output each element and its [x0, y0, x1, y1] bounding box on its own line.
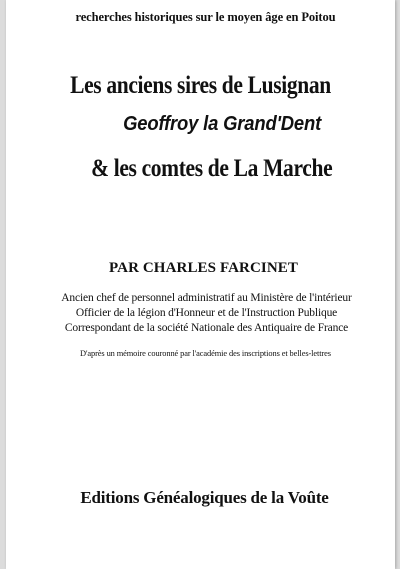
title-line-2: Geoffroy la Grand'Dent — [123, 112, 322, 135]
publisher-name: Editions Généalogiques de la Voûte — [80, 488, 329, 507]
series-line: recherches historiques sur le moyen âge en Poitou — [75, 10, 336, 24]
award-note: D'après un mémoire couronné par l'académie des inscriptions et belles-lettres — [80, 349, 331, 358]
title-line-1: Les anciens sires de Lusignan — [70, 72, 331, 99]
author-credentials — [6, 291, 395, 336]
title-line-3: & les comtes de La Marche — [91, 155, 333, 182]
credential-line: Ancien chef de personnel administratif au Ministère de l'intérieur — [61, 292, 352, 304]
credential-line: Correspondant de la société Nationale des Antiquaire de France — [64, 322, 349, 334]
author-line: PAR CHARLES FARCINET — [109, 260, 298, 276]
credential-line: Officier de la légion d'Honneur et de l'Instruction Publique — [75, 307, 338, 319]
book-cover — [6, 0, 395, 569]
